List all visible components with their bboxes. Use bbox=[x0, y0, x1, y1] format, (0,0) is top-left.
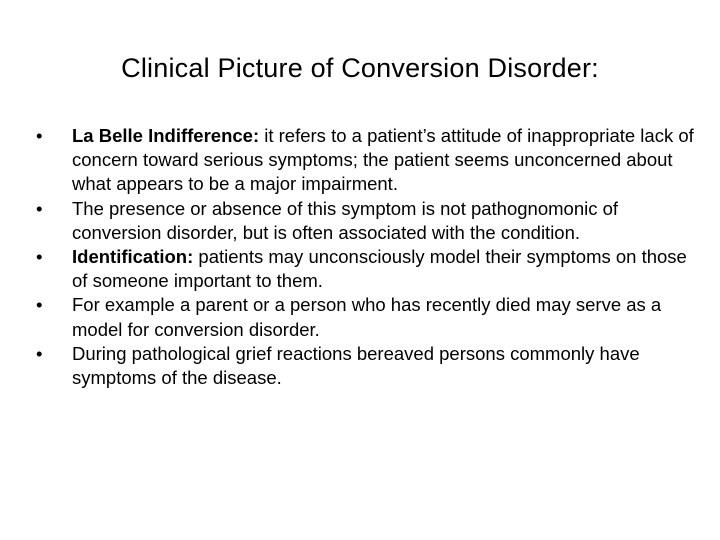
bullet-term: Identification: bbox=[72, 246, 194, 268]
bullet-text: The presence or absence of this symptom is not pathognomonic of conversion disorder, but is often associated with the condition. bbox=[72, 197, 619, 243]
bullet-text: patients may unconsciously model their symptoms on those of someone important to them. bbox=[72, 246, 687, 292]
bullet-item-grief-reactions bbox=[36, 342, 696, 390]
bullet-dot-icon: • bbox=[36, 246, 43, 268]
bullet-term: La Belle Indifference: bbox=[72, 125, 260, 146]
bullet-dot-icon: • bbox=[36, 197, 43, 219]
slide-title: Clinical Picture of Conversion Disorder: bbox=[121, 53, 599, 83]
bullet-text: it refers to a patient’s attitude of inappropriate lack of concern toward serious symptoms; the patient seems unconcerned about what appears to be a major impairment. bbox=[72, 125, 694, 195]
bullet-text: During pathological grief reactions bereaved persons commonly have symptoms of the disease. bbox=[72, 342, 640, 389]
bullet-list bbox=[36, 124, 696, 390]
bullet-item-example bbox=[36, 293, 696, 341]
bullet-item-identification bbox=[36, 245, 696, 293]
bullet-item-la-belle-indifference bbox=[36, 124, 696, 197]
bullet-dot-icon: • bbox=[36, 294, 43, 316]
bullet-item-presence-absence bbox=[36, 197, 696, 245]
bullet-dot-icon: • bbox=[36, 342, 43, 364]
bullet-dot-icon: • bbox=[36, 125, 43, 146]
bullet-text: For example a parent or a person who has recently died may serve as a model for conversion disorder. bbox=[72, 294, 662, 340]
